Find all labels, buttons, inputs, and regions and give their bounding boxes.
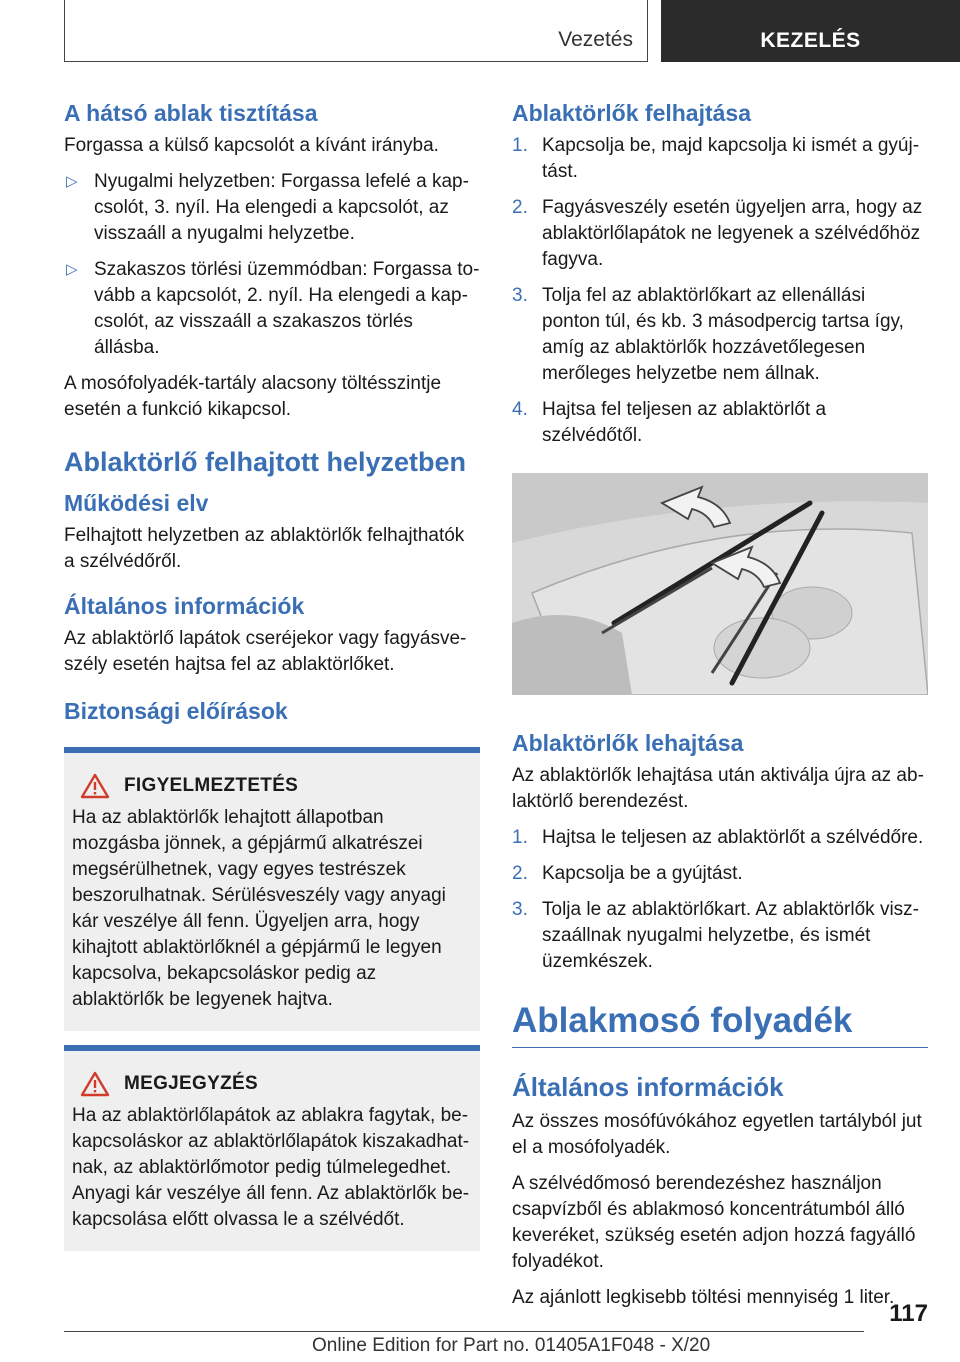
fluid-general-title: Általános információk [512,1072,784,1102]
fluid-text-2: A szélvédőmosó berendezéshez használjon csapvízből és ablakmosó koncentrátumból álló keveréket, szükség esetén adjon hozzá fagyálló folyadékot. [512,1173,916,1272]
list-item: ▷ Nyugalmi helyzetben: Forgassa lefelé a kapcsolót, 3. nyíl. Ha elengedi a kapcsolót, az visszaáll a nyugalmi helyzetbe. [66,171,469,244]
note-text: Ha az ablaktörlőlapátok az ablakra fagytak, bekapcsoláskor az ablaktörlőlapátok kiszakadhatnak, az ablaktörlőmotor pedig túlmelegedhet. Anyagi kár veszélye áll fenn. Az ablaktörlők bekapcsolása előtt olvassa le a szélvédőt. [72,1105,470,1230]
warning-text: Ha az ablaktörlők lehajtott állapotban mozgásba jönnek, a gépjármű alkatrészei megsérülhetnek, vagy egyes testrészek beszorulhatnak. Sérülésveszély vagy anyagi kár veszélye áll fenn. Ügyeljen arra, hogy kihajtott ablaktörlőknél a gépjármű le legyen kapcsolva, bekapcsoláskor pedig az ablaktörlők be legyenek hajtva. [72,807,446,1010]
footer-edition: Online Edition for Part no. 01405A1F048 - X/20 [312,1335,711,1356]
list-item: ▷ Szakaszos törlési üzemmódban: Forgassa tovább a kapcsolót, 2. nyíl. Ha elengedi a kapcsolót, az visszaáll a szakaszos törlés állásba. [66,259,480,358]
triangle-bullet-icon: ▷ [66,261,78,278]
wiper-illustration [512,473,928,695]
rear-window-intro: Forgassa a külső kapcsolót a kívánt irányba. [64,135,439,156]
general-info-title: Általános információk [64,593,305,619]
page-number: 117 [889,1300,928,1327]
list-item: 3. Tolja fel az ablaktörlőkart az ellenállási ponton túl, és kb. 3 másodpercig tartsa így, amíg az ablaktörlők hozzávetőlegesen merőleges helyzetbe nem állnak. [512,285,904,384]
page-header [0,0,960,66]
left-column [64,100,480,1263]
list-item: 2. Kapcsolja be a gyújtást. [512,863,743,884]
caution-triangle-icon [80,1071,110,1097]
list-item: 1. Kapcsolja be, majd kapcsolja ki ismét a gyújtást. [512,135,920,182]
warning-heading [72,773,472,799]
fold-down-intro: Az ablaktörlők lehajtása után aktiválja újra az ablaktörlő berendezést. [512,765,924,812]
fold-down-steps [512,825,928,975]
fluid-title: Ablakmosó folyadék [512,1001,853,1040]
right-column [512,100,928,1321]
footer-divider [64,1331,864,1332]
section-label: Vezetés [558,28,633,51]
list-item: 4. Hajtsa fel teljesen az ablaktörlőt a szélvédőtől. [512,399,827,446]
principle-text: Felhajtott helyzetben az ablaktörlők felhajthatók a szélvédőről. [64,525,465,572]
list-item: 3. Tolja le az ablaktörlőkart. Az ablaktörlők viszszaállnak nyugalmi helyzetbe, és ismét üzemkészek. [512,899,919,972]
safety-title: Biztonsági előírások [64,698,288,724]
note-heading [72,1071,472,1097]
fluid-text-3: Az ajánlott legkisebb töltési mennyiség 1 liter. [512,1287,895,1308]
section-tab [64,0,648,62]
list-item: 2. Fagyásveszély esetén ügyeljen arra, hogy az ablaktörlőlapátok ne legyenek a szélvédőhöz fagyva. [512,197,923,270]
fluid-text-1: Az összes mosófúvókához egyetlen tartályból jut el a mosófolyadék. [512,1111,922,1158]
warning-triangle-icon [80,773,110,799]
rear-window-note: A mosófolyadék-tartály alacsony töltésszintje esetén a funkció kikapcsol. [64,373,442,420]
note-box [64,1045,480,1251]
warning-box [64,747,480,1031]
fluid-heading-wrap [512,1001,928,1048]
rear-window-title: A hátsó ablak tisztítása [64,100,318,126]
note-label: MEGJEGYZÉS [124,1073,258,1094]
chapter-tab: KEZELÉS [661,0,960,62]
general-info-text: Az ablaktörlő lapátok cseréjekor vagy fagyásveszély esetén hajtsa fel az ablaktörlőket. [64,628,467,675]
fold-down-title: Ablaktörlők lehajtása [512,730,744,756]
folded-position-title: Ablaktörlő felhajtott helyzetben [64,447,467,477]
fold-up-steps [512,133,928,449]
warning-label: FIGYELMEZTETÉS [124,775,299,796]
list-item: 1. Hajtsa le teljesen az ablaktörlőt a szélvédőre. [512,827,924,848]
rear-window-bullets [64,169,480,361]
principle-title: Működési elv [64,490,209,516]
fold-up-title: Ablaktörlők felhajtása [512,100,752,126]
triangle-bullet-icon: ▷ [66,173,78,190]
